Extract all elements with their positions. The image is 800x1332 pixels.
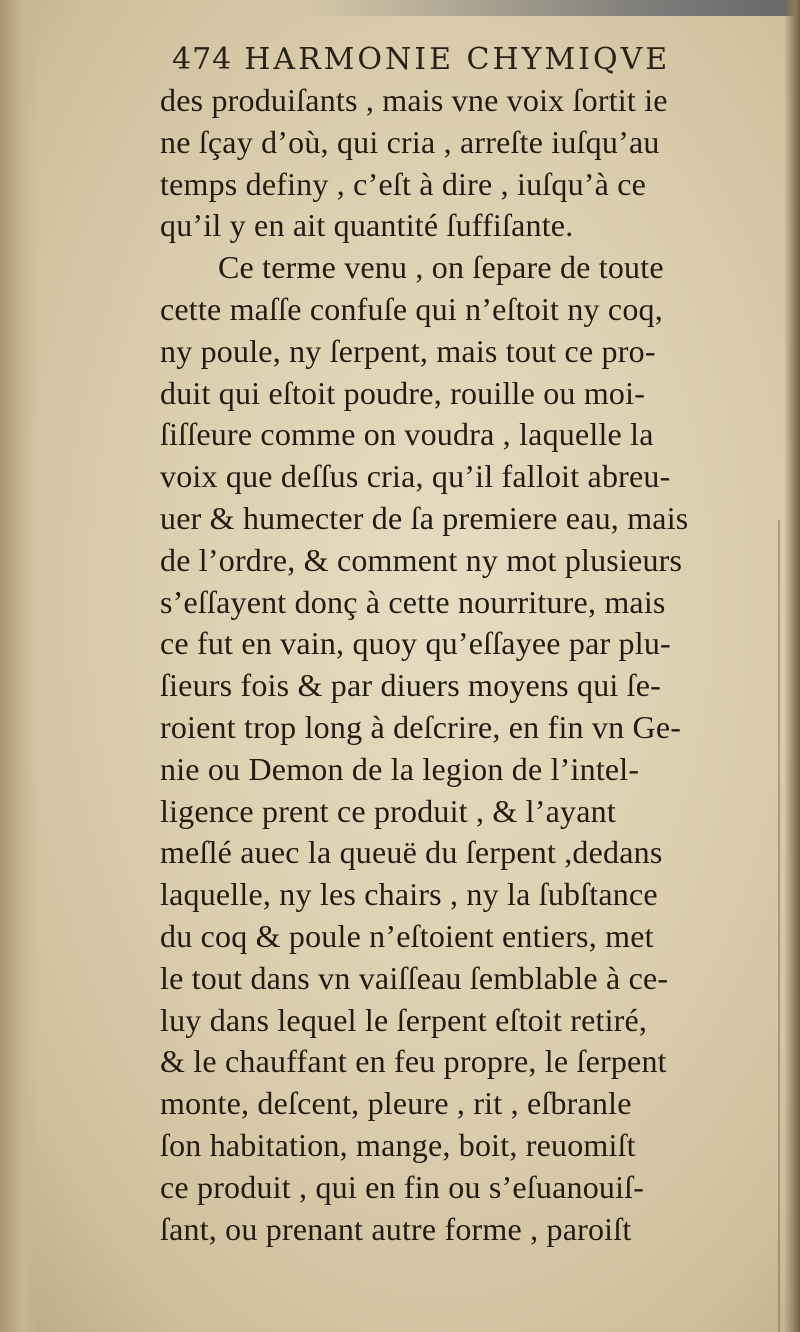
text-line: & le chauffant en feu propre, le ſerpent <box>160 1043 667 1080</box>
text-line: de l’ordre, & comment ny mot plusieurs <box>160 541 683 578</box>
text-line: roient trop long à deſcrire, en fin vn Ge- <box>160 708 682 745</box>
text-line: ſant, ou prenant autre forme , paroiſt <box>160 1210 632 1247</box>
text-line: monte, deſcent, pleure , rit , eſbranle <box>160 1085 632 1122</box>
text-line: ny poule, ny ſerpent, mais tout ce pro- <box>160 332 656 369</box>
text-line: ſon habitation, mange, boit, reuomiſt <box>160 1126 636 1163</box>
text-line: ligence prent ce produit , & l’ayant <box>160 792 616 829</box>
paragraph-first-line: Ce terme venu , on ſepare de toute <box>218 249 664 286</box>
text-line: qu’il y en ait quantité ſuffiſante. <box>160 207 574 244</box>
text-line: s’eſſayent donç à cette nourriture, mais <box>160 583 666 620</box>
text-line: luy dans lequel le ſerpent eſtoit retiré, <box>160 1001 648 1038</box>
text-line: ce produit , qui en fin ou s’eſuanouiſ- <box>160 1168 645 1205</box>
text-line: laquelle, ny les chairs , ny la ſubſtance <box>160 876 658 913</box>
text-line: ce fut en vain, quoy qu’eſſayee par plu- <box>160 625 671 662</box>
text-line: meſlé auec la queuë du ſerpent ,dedans <box>160 834 663 871</box>
page-number: 474 <box>172 42 233 77</box>
text-line: temps definy , c’eſt à dire , iuſqu’à ce <box>160 165 647 202</box>
text-line: voix que deſſus cria, qu’il falloit abreu- <box>160 458 671 495</box>
running-head: HARMONIE CHYMIQVE <box>244 42 671 77</box>
text-line: duit qui eſtoit poudre, rouille ou moi- <box>160 374 646 411</box>
right-edge-shadow <box>784 0 800 1332</box>
text-line: uer & humecter de ſa premiere eau, mais <box>160 499 689 536</box>
text-line: ſieurs fois & par diuers moyens qui ſe- <box>160 667 662 704</box>
text-line: du coq & poule n’eſtoient entiers, met <box>160 917 654 954</box>
text-line: le tout dans vn vaiſſeau ſemblable à ce- <box>160 959 669 996</box>
text-line: cette maſſe confuſe qui n’eſtoit ny coq, <box>160 290 663 327</box>
text-line: ſiſſeure comme on voudra , laquelle la <box>160 416 654 453</box>
gutter-shadow <box>0 0 38 1332</box>
body-text <box>160 80 760 1250</box>
text-line: des produiſants , mais vne voix ſortit ie <box>160 82 668 118</box>
text-line: nie ou Demon de la legion de l’intel- <box>160 750 640 787</box>
page-edge-line <box>778 520 780 1332</box>
text-line: ne ſçay d’où, qui cria , arreſte iuſqu’au <box>160 123 660 160</box>
top-edge-shadow <box>300 0 800 16</box>
